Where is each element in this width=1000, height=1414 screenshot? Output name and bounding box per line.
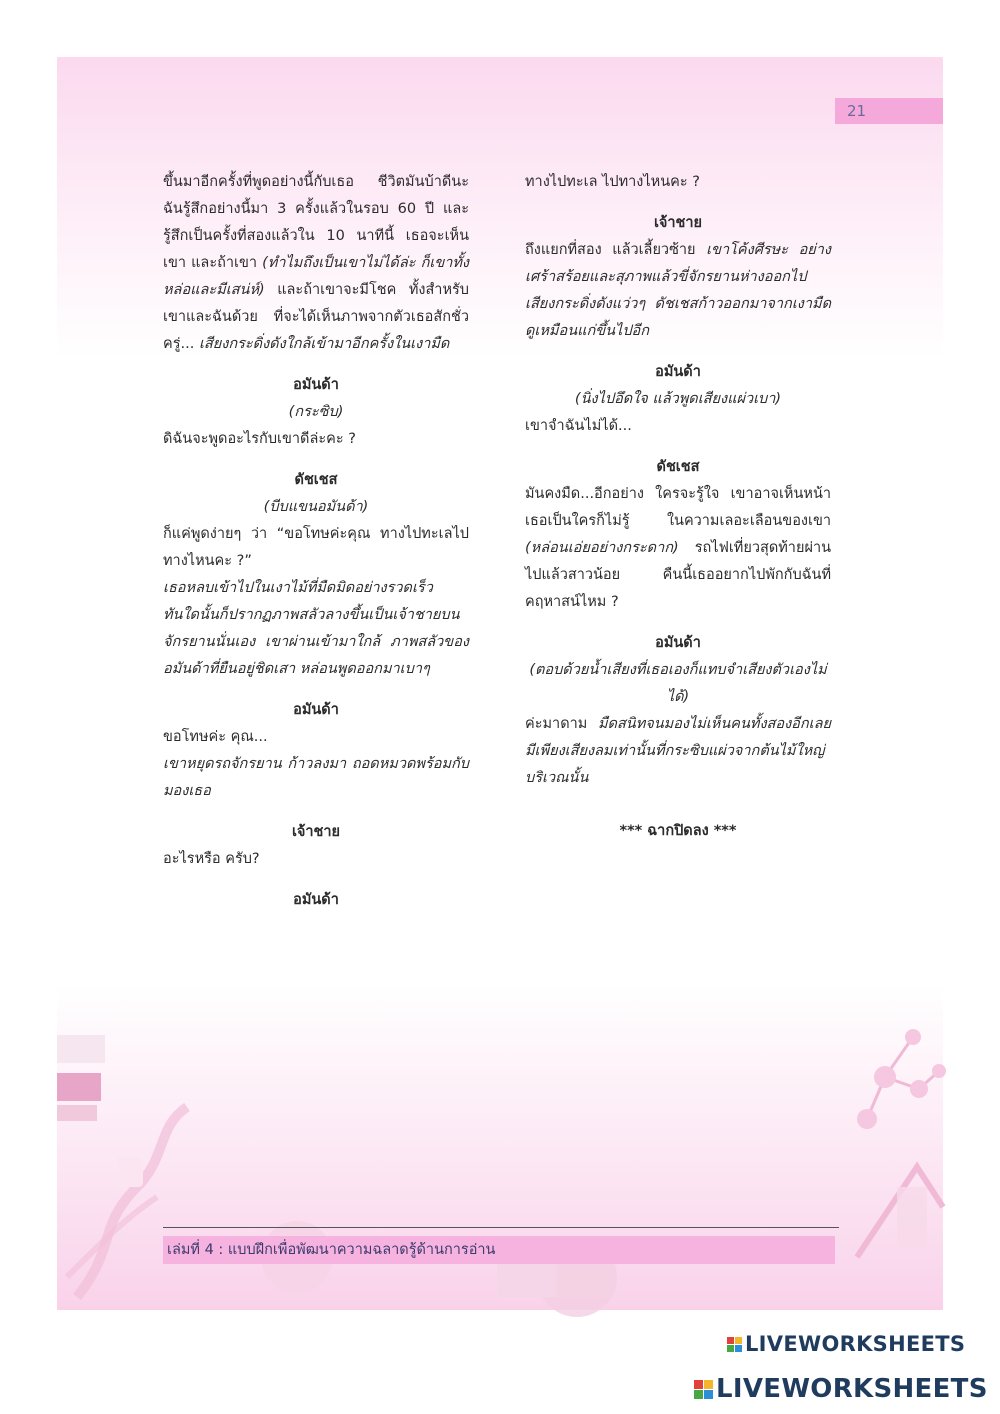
body-text xyxy=(163,426,469,453)
logo-text: LIVEWORKSHEETS xyxy=(716,1374,988,1404)
text-content: อมันด้า xyxy=(655,635,701,651)
text-content: มันคงมืด...อีกอย่าง ใครจะรู้ใจ เขาอาจเห็นหน้าเธอเป็นใครก็ไม่รู้ ในความเลอะเลือนของเขา xyxy=(525,486,831,529)
speaker-name xyxy=(163,887,469,914)
footer-title: เล่มที่ 4 : แบบฝึกเพื่อพัฒนาความฉลาดรู้ด้านการอ่าน xyxy=(167,1242,496,1258)
text-content: ดัชเชส xyxy=(656,459,700,475)
text-content: ดิฉันจะพูดอะไรกับเขาดีล่ะคะ ? xyxy=(163,431,356,447)
text-content: ดัชเชส xyxy=(294,472,338,488)
stage-direction-inline: (หล่อนเอ่ยอย่างกระดาก) xyxy=(525,540,679,556)
body-text xyxy=(163,169,469,358)
speaker-name xyxy=(525,359,831,386)
stage-direction-inline: (ทำไมถึงเป็นเขาไม่ได้ล่ะ ก็เขาทั้งหล่อและมีเสน่ห์) xyxy=(163,255,470,298)
text-content: ถึงแยกที่สอง แล้วเลี้ยวซ้าย xyxy=(525,242,696,258)
text-content: อะไรหรือ ครับ? xyxy=(163,851,260,867)
liveworksheets-watermark-logo[interactable] xyxy=(694,1374,988,1404)
text-content: ทางไปทะเล ไปทางไหนคะ ? xyxy=(525,174,700,190)
worksheet-page xyxy=(57,57,966,1356)
speaker-name xyxy=(525,630,831,657)
text-content: ก็แค่พูดง่ายๆ ว่า “ขอโทษค่ะคุณ ทางไปทะเลไปทางไหนคะ ?” xyxy=(163,526,469,569)
text-content: *** ฉากปิดลง *** xyxy=(619,823,737,839)
text-content: ขอโทษค่ะ คุณ... xyxy=(163,729,268,745)
text-content: ค่ะมาดาม xyxy=(525,716,588,732)
speaker-name xyxy=(525,210,831,237)
left-column xyxy=(163,169,469,914)
stage-direction-inline: มืดสนิทจนมองไม่เห็นคนทั้งสองอีกเลย มีเพียงเสียงลมเท่านั้นที่กระซิบแผ่วจากต้นไม้ใหญ่บริเวณนั้น xyxy=(525,716,831,786)
liveworksheets-mark-icon xyxy=(727,1337,742,1352)
text-content: เธอหลบเข้าไปในเงาไม้ที่มืดมิดอย่างรวดเร็ว ทันใดนั้นก็ปรากฏภาพสลัวลางขึ้นเป็นเจ้าชายบนจักรยานนั่นเอง เขาผ่านเข้ามาใกล้ ภาพสลัวของ อมันด้าที่ยืนอยู่ชิดเสา หล่อนพูดออกมาเบาๆ xyxy=(163,580,469,677)
right-column xyxy=(525,169,831,845)
narration xyxy=(163,751,469,805)
text-content: อมันด้า xyxy=(293,702,339,718)
narration xyxy=(163,575,469,683)
body-text-segment: และถ้าเขาจะมีโชค ทั้งสำหรับเขาและฉันด้วย ที่จะได้เห็นภาพจากตัวเธอสักชั่วครู่... xyxy=(163,282,469,352)
speaker-name xyxy=(163,372,469,399)
body-text xyxy=(525,481,831,616)
body-text xyxy=(525,237,831,345)
text-content: (กระซิบ) xyxy=(288,404,344,420)
body-text xyxy=(525,711,831,792)
text-content: เขาหยุดรถจักรยาน ก้าวลงมา ถอดหมวดพร้อมกับมองเธอ xyxy=(163,756,469,799)
text-content: เจ้าชาย xyxy=(653,215,703,231)
text-content: อมันด้า xyxy=(293,892,339,908)
text-content: อมันด้า xyxy=(293,377,339,393)
scene-end xyxy=(525,818,831,845)
stage-direction-inline: เสียงกระดิ่งดังใกล้เข้ามาอีกครั้งในเงามืด xyxy=(198,336,450,352)
stage-direction-inline: เขาโค้งศีรษะ อย่างเศร้าสร้อยและสุภาพแล้วขี่จักรยานห่างออกไป เสียงกระดิ่งดังแว่วๆ ดัชเชสก้าวออกมาจากเงามืด ดูเหมือนแก่ขึ้นไปอีก xyxy=(525,242,831,339)
page-number: 21 xyxy=(835,98,943,124)
liveworksheets-mark-icon xyxy=(694,1380,713,1399)
body-text xyxy=(163,521,469,575)
text-content: (บีบแขนอมันด้า) xyxy=(263,499,369,515)
stage-direction xyxy=(525,386,831,413)
body-text xyxy=(163,724,469,751)
body-text-segment: รถไฟเที่ยวสุดท้ายผ่านไปแล้วสาวน้อย คืนนี้เธออยากไปพักกับฉันที่คฤหาสน์ไหม ? xyxy=(525,540,831,610)
speaker-name xyxy=(525,454,831,481)
speaker-name xyxy=(163,697,469,724)
text-content: เจ้าชาย xyxy=(291,824,341,840)
text-content: เขาจำฉันไม่ได้... xyxy=(525,418,632,434)
stage-direction xyxy=(525,657,831,711)
footer-divider xyxy=(163,1227,839,1228)
science-decoration xyxy=(57,1007,943,1310)
liveworksheets-logo[interactable] xyxy=(727,1332,965,1356)
text-content: ขึ้นมาอีกครั้งที่พูดอย่างนี้กับเธอ ชีวิตมันบ้าดีนะ ฉันรู้สึกอย่างนี้มา 3 ครั้งแล้วในรอบ 60 ปี และรู้สึกเป็นครั้งที่สองแล้วใน 10 นาทีนี้ เธอจะเห็นเขา และถ้าเขา xyxy=(163,174,469,271)
logo-text: LIVEWORKSHEETS xyxy=(745,1332,966,1356)
stage-direction xyxy=(163,399,469,426)
body-text xyxy=(525,169,831,196)
text-content: อมันด้า xyxy=(655,364,701,380)
stage-direction xyxy=(163,494,469,521)
body-text xyxy=(163,846,469,873)
text-content: (นิ่งไปอึดใจ แล้วพูดเสียงแผ่วเบา) xyxy=(574,391,782,407)
body-text xyxy=(525,413,831,440)
speaker-name xyxy=(163,467,469,494)
text-content: (ตอบด้วยน้ำเสียงที่เธอเองก็แทบจำเสียงตัวเองไม่ได้) xyxy=(529,662,827,705)
speaker-name xyxy=(163,819,469,846)
